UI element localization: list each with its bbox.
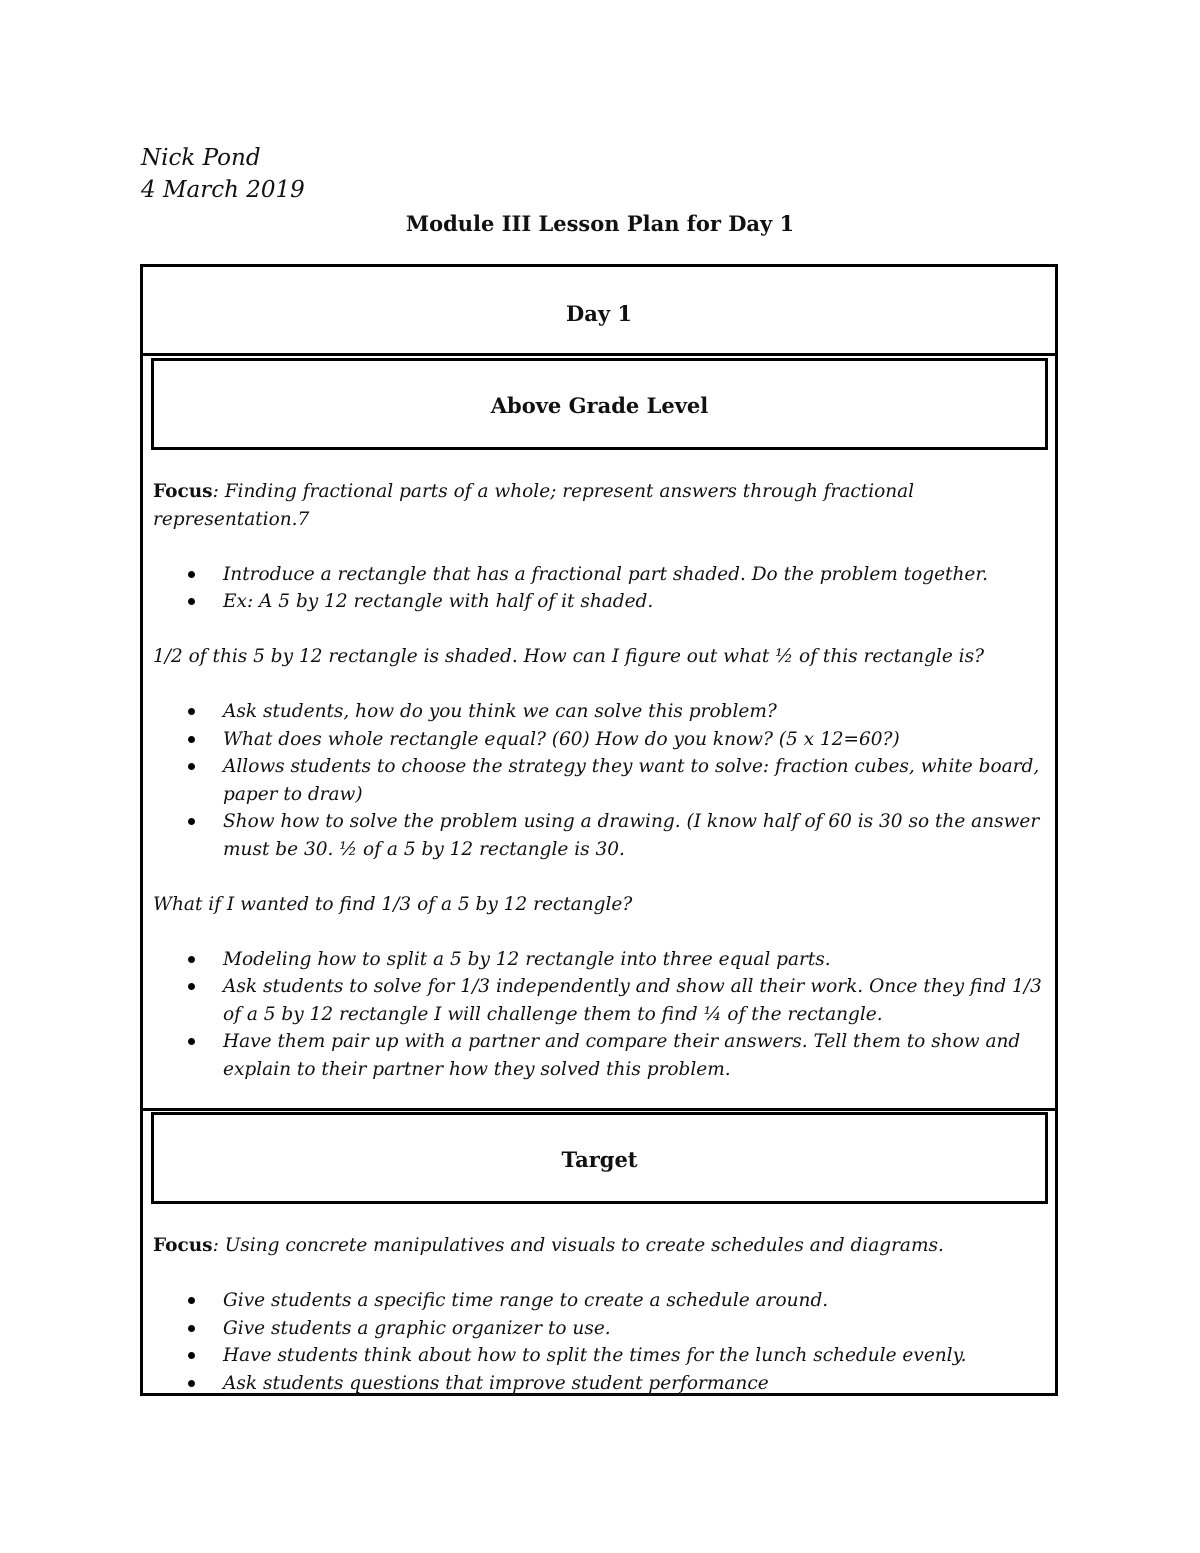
above-grade-level-heading: Above Grade Level xyxy=(490,393,709,418)
bullet-list xyxy=(153,561,1043,616)
list-item: Introduce a rectangle that has a fractional part shaded. Do the problem together. xyxy=(153,561,1043,589)
focus-label: Focus xyxy=(153,1235,213,1256)
list-item-text: Ask students questions that improve student performance xyxy=(223,1372,769,1394)
question-paragraph: 1/2 of this 5 by 12 rectangle is shaded. How can I figure out what ½ of this rectangle is? xyxy=(153,646,985,667)
author-name: Nick Pond xyxy=(141,145,261,171)
bullet-list xyxy=(153,698,1043,863)
table-divider xyxy=(143,1108,1055,1111)
focus-text: : Finding fractional parts of a whole; represent answers through fractional representation.7 xyxy=(153,481,915,530)
focus-label: Focus xyxy=(153,481,213,502)
list-item: Ask students to solve for 1/3 independently and show all their work. Once they find 1/3 of a 5 by 12 rectangle I will challenge them to find ¼ of the rectangle. xyxy=(153,973,1043,1028)
target-header xyxy=(151,1112,1048,1204)
list-item: Have students think about how to split the times for the lunch schedule evenly. xyxy=(153,1342,1043,1370)
list-item: Give students a graphic organizer to use. xyxy=(153,1315,1043,1343)
bullet-list xyxy=(153,1287,1043,1397)
day-heading: Day 1 xyxy=(566,301,632,326)
bullet-list xyxy=(153,946,1043,1084)
above-focus-paragraph xyxy=(153,478,1043,533)
list-item: Give students a specific time range to create a schedule around. xyxy=(153,1287,1043,1315)
focus-text: : Using concrete manipulatives and visuals to create schedules and diagrams. xyxy=(212,1235,944,1256)
list-item xyxy=(153,1370,1043,1398)
question-paragraph: What if I wanted to find 1/3 of a 5 by 12 rectangle? xyxy=(153,893,633,915)
list-item: Ask students, how do you think we can solve this problem? xyxy=(153,698,1043,726)
document-date: 4 March 2019 xyxy=(141,177,305,203)
list-item: Ex: A 5 by 12 rectangle with half of it shaded. xyxy=(153,588,1043,616)
list-item: Allows students to choose the strategy they want to solve: fraction cubes, white board, paper to draw) xyxy=(153,753,1043,808)
above-grade-level-header xyxy=(151,358,1048,450)
above-grade-level-section xyxy=(153,478,1043,1083)
table-divider xyxy=(143,353,1055,356)
list-item: Show how to solve the problem using a drawing. (I know half of 60 is 30 so the answer must be 30. ½ of a 5 by 12 rectangle is 30. xyxy=(153,808,1043,863)
list-item: Modeling how to split a 5 by 12 rectangle into three equal parts. xyxy=(153,946,1043,974)
document-title: Module III Lesson Plan for Day 1 xyxy=(405,211,795,236)
target-heading: Target xyxy=(561,1147,638,1172)
target-focus-paragraph xyxy=(153,1232,1043,1260)
target-section xyxy=(153,1232,1043,1397)
list-item: What does whole rectangle equal? (60) How do you know? (5 x 12=60?) xyxy=(153,726,1043,754)
lesson-plan-table xyxy=(140,264,1058,1396)
list-item: Have them pair up with a partner and compare their answers. Tell them to show and explain to their partner how they solved this problem. xyxy=(153,1028,1043,1083)
